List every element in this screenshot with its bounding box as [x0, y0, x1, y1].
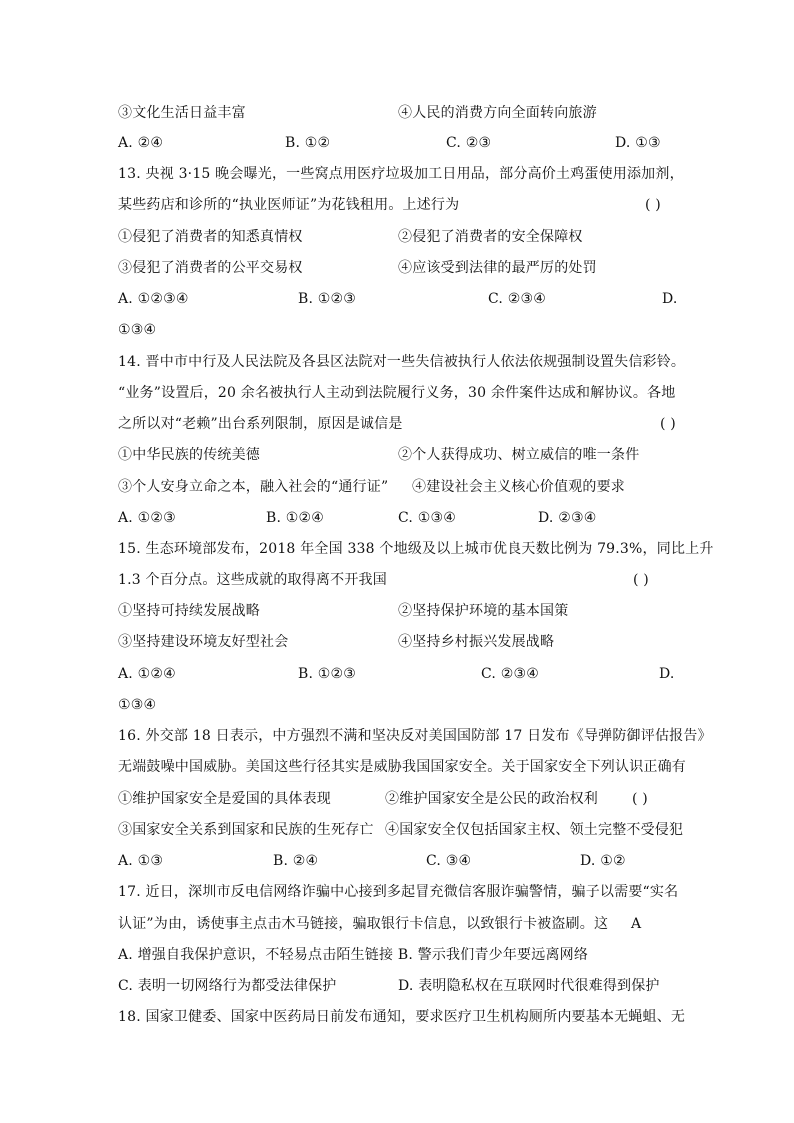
question-text: 13. 央视 3·15 晚会曝光，一些窝点用医疗垃圾加工日用品，部分高价土鸡蛋使用添加剂， — [118, 166, 684, 182]
question-text: 之所以对“老赖”出台系列限制，原因是诚信是 — [118, 416, 403, 432]
answer-choice-d-text: ①③④ — [118, 697, 157, 713]
option-line: ④人民的消费方向全面转向旅游 — [398, 105, 597, 121]
answer-choice-ab: A. 增强自我保护意识，不轻易点击陌生链接 B. 警示我们青少年要远离网络 — [118, 947, 589, 963]
option-line: ③坚持建设环境友好型社会 — [118, 634, 289, 650]
option-line: ③文化生活日益丰富 — [118, 105, 246, 121]
answer-choice-d-text: ①③④ — [118, 322, 157, 338]
question-text: 16. 外交部 18 日表示，中方强烈不满和坚决反对美国国防部 17 日发布《导弹防御评估报告》 — [118, 728, 712, 744]
answer-choice-c: C. ②③④ — [481, 666, 539, 682]
option-line: ②坚持保护环境的基本国策 — [398, 603, 569, 619]
answer-choice-c: C. ①③④ — [398, 510, 456, 526]
answer-bracket: ( ) — [660, 416, 676, 432]
answer-bracket: ( ) — [645, 197, 661, 213]
question-text: 某些药店和诊所的“执业医师证”为花钱租用。上述行为 — [118, 197, 460, 213]
question-text: 14. 晋中市中行及人民法院及各县区法院对一些失信被执行人依法依规强制设置失信彩铃。 — [118, 354, 686, 370]
answer-choice-a: A. ①②③ — [118, 510, 176, 526]
answer-bracket: ( ) — [633, 572, 649, 588]
option-line: ②维护国家安全是公民的政治权利 — [385, 791, 598, 807]
option-line: ④建设社会主义核心价值观的要求 — [412, 479, 625, 495]
option-line: ③国家安全关系到国家和民族的生死存亡 — [118, 822, 374, 838]
answer-choice-b: B. ②④ — [273, 853, 319, 869]
answer-choice-c: C. ②③ — [446, 135, 492, 151]
answer-choice-d: D. 表明隐私权在互联网时代很难得到保护 — [398, 978, 660, 994]
question-text: 认证”为由，诱使事主点击木马链接，骗取银行卡信息，以致银行卡被盗刷。这 — [118, 916, 609, 932]
option-line: ③侵犯了消费者的公平交易权 — [118, 260, 303, 276]
answer-choice-a: A. ①②④ — [118, 666, 176, 682]
answer-choice-d: D. — [662, 291, 678, 307]
answer-choice-b: B. ①②③ — [298, 291, 357, 307]
answer-choice-c: C. 表明一切网络行为都受法律保护 — [118, 978, 337, 994]
answer-choice-c: C. ②③④ — [488, 291, 546, 307]
option-line: ④坚持乡村振兴发展战略 — [398, 634, 555, 650]
question-text: “业务”设置后，20 余名被执行人主动到法院履行义务，30 余件案件达成和解协议。各地 — [118, 385, 676, 401]
answer-choice-b: B. ①②④ — [266, 510, 325, 526]
option-line: ④应该受到法律的最严厉的处罚 — [398, 260, 597, 276]
option-line: ①坚持可持续发展战略 — [118, 603, 260, 619]
option-line: ①维护国家安全是爱国的具体表现 — [118, 791, 331, 807]
answer-bracket: ( ) — [632, 791, 648, 807]
option-line: ①中华民族的传统美德 — [118, 447, 260, 463]
option-line: ②个人获得成功、树立威信的唯一条件 — [398, 447, 640, 463]
answer-choice-a: A. ①③ — [118, 853, 164, 869]
option-line: ②侵犯了消费者的安全保障权 — [398, 229, 583, 245]
answer-choice-d: D. ①② — [580, 853, 626, 869]
answer-choice-d: D. ②③④ — [538, 510, 597, 526]
option-line: ③个人安身立命之本，融入社会的“通行证” — [118, 479, 389, 495]
question-text: 17. 近日，深圳市反电信网络诈骗中心接到多起冒充微信客服诈骗警情，骗子以需要“实名 — [118, 884, 679, 900]
question-text: 15. 生态环境部发布，2018 年全国 338 个地级及以上城市优良天数比例为 79.3%，同比上升 — [118, 541, 714, 557]
question-text: 无端鼓噪中国威胁。美国这些行径其实是威胁我国国家安全。关于国家安全下列认识正确有 — [118, 759, 686, 775]
answer-choice-b: B. ①② — [285, 135, 331, 151]
answer-choice-b: B. ①②③ — [298, 666, 357, 682]
answer-choice-d: D. — [659, 666, 675, 682]
option-line: ①侵犯了消费者的知悉真情权 — [118, 229, 303, 245]
answer-choice-d: D. ①③ — [615, 135, 661, 151]
answer-choice-a: A. ②④ — [118, 135, 164, 151]
answer-choice-a: A. ①②③④ — [118, 291, 189, 307]
answer-choice-c: C. ③④ — [426, 853, 472, 869]
option-line: ④国家安全仅包括国家主权、领土完整不受侵犯 — [385, 822, 684, 838]
question-text: 18. 国家卫健委、国家中医药局日前发布通知，要求医疗卫生机构厕所内要基本无蝇蛆、无 — [118, 1009, 686, 1025]
question-text: 1.3 个百分点。这些成就的取得离不开我国 — [118, 572, 387, 588]
handwritten-answer: A — [631, 916, 642, 932]
